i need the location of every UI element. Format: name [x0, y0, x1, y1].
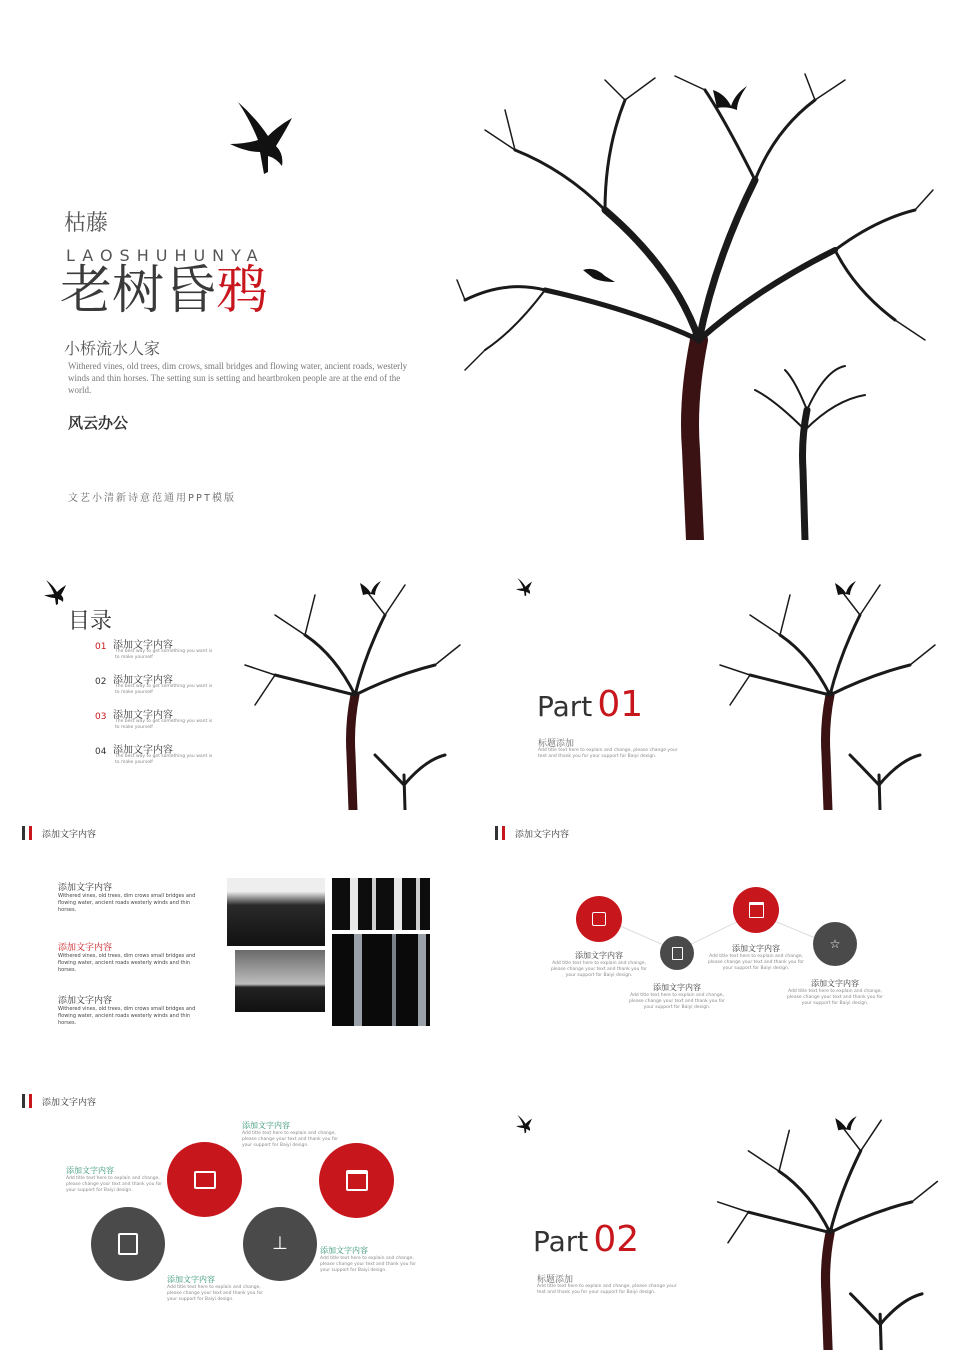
cover-subtitle: 小桥流水人家	[64, 339, 161, 358]
cover-company: 风云办公	[68, 414, 129, 432]
step-title: 添加文字内容	[575, 951, 623, 960]
feature-title: 添加文字内容	[167, 1275, 215, 1284]
text-block	[58, 940, 198, 974]
part1-word: Part	[537, 690, 593, 723]
toc-item-number: 02	[95, 677, 107, 687]
toc-item-desc: The best way to get something you want is to make yourself	[115, 649, 213, 660]
photo-forest-dark	[332, 934, 430, 1026]
crow-icon	[44, 580, 66, 606]
crow-icon	[516, 578, 532, 597]
cover-title-accent: 鸦	[216, 261, 269, 321]
cover-latin: LAOSHUHUNYA	[66, 246, 265, 265]
toc-item-label: 添加文字内容	[113, 675, 173, 686]
feature-body: Add title text here to explain and change, please change your text and thank you for your support for Baiyi design.	[167, 1285, 264, 1302]
newspaper-icon	[118, 1233, 138, 1255]
cover-title	[60, 260, 268, 322]
step-node-red[interactable]	[576, 896, 622, 942]
step-body: Add title text here to explain and change, please change your text and thank you for your support for Baiyi design.	[550, 961, 648, 978]
content-slide-process	[480, 820, 960, 1070]
text-block-title: 添加文字内容	[58, 996, 113, 1006]
step-title: 添加文字内容	[653, 983, 701, 992]
content-slide-photos	[0, 820, 480, 1070]
toc-item-label: 添加文字内容	[113, 745, 173, 756]
cover-kicker: 枯藤	[64, 211, 109, 236]
feature-title: 添加文字内容	[66, 1166, 114, 1175]
part1-slide	[480, 560, 960, 815]
toc-item-number: 04	[95, 747, 107, 757]
tree-illustration	[705, 575, 945, 810]
toc-item-desc: The best way to get something you want is to make yourself	[115, 754, 213, 765]
text-block-body: Withered vines, old trees, dim crows small bridges and flowing water, ancient roads westerly winds and thin horses.	[58, 893, 196, 913]
text-block-title: 添加文字内容	[58, 943, 113, 953]
photo-tree-trunks	[332, 878, 430, 930]
text-block-body: Withered vines, old trees, dim crows small bridges and flowing water, ancient roads westerly winds and thin horses.	[58, 953, 196, 973]
crow-icon	[516, 1115, 532, 1134]
part1-heading	[537, 684, 643, 725]
tree-illustration	[455, 70, 935, 540]
feature-circle-dark[interactable]	[243, 1207, 317, 1281]
content-slide-circles	[0, 1085, 480, 1352]
cover-description: Withered vines, old trees, dim crows, small bridges and flowing water, ancient roads, westerly winds and thin horses. The setting sun is setting and heartbroken people are at the end of the world.	[68, 361, 408, 395]
header-accent-bar	[29, 826, 32, 840]
step-title: 添加文字内容	[732, 944, 780, 953]
signpost-icon: ⊥	[272, 1233, 288, 1254]
header-accent-bar	[502, 826, 505, 840]
part2-heading	[533, 1219, 639, 1260]
step-text	[548, 950, 650, 979]
part1-description: Add title text here to explain and change, please change your text and thank you for your support for Baiyi design.	[538, 748, 678, 759]
step-text	[626, 982, 728, 1011]
toc-title: 目录	[68, 609, 113, 634]
photo-tree-canopy	[227, 878, 325, 946]
feature-text	[167, 1274, 269, 1303]
tree-illustration	[235, 575, 465, 810]
feature-body: Add title text here to explain and change, please change your text and thank you for your support for Baiyi design.	[66, 1176, 163, 1193]
header-accent-bar	[495, 826, 498, 840]
feature-circle-red[interactable]	[319, 1143, 394, 1218]
header-accent-bar	[29, 1094, 32, 1108]
part1-subtitle: 标题添加	[538, 739, 575, 749]
step-node-dark[interactable]	[813, 922, 857, 966]
step-title: 添加文字内容	[811, 979, 859, 988]
feature-title: 添加文字内容	[242, 1121, 290, 1130]
step-body: Add title text here to explain and change, please change your text and thank you for your support for Baiyi design.	[628, 993, 726, 1010]
step-text	[705, 943, 807, 972]
text-block-title: 添加文字内容	[58, 883, 113, 893]
step-body: Add title text here to explain and change, please change your text and thank you for your support for Baiyi design.	[707, 954, 805, 971]
cover-slide	[0, 0, 960, 545]
toc-item-number: 03	[95, 712, 107, 722]
part2-description: Add title text here to explain and change, please change your text and thank you for your support for Baiyi design.	[537, 1284, 677, 1295]
cover-title-main: 老树昏	[60, 261, 217, 321]
step-body: Add title text here to explain and change, please change your text and thank you for your support for Baiyi design.	[786, 989, 884, 1006]
document-icon	[592, 912, 606, 926]
text-block	[58, 880, 198, 914]
feature-body: Add title text here to explain and change, please change your text and thank you for your support for Baiyi design.	[320, 1256, 417, 1273]
feature-text	[242, 1120, 344, 1149]
toc-slide	[0, 560, 480, 815]
toc-item-label: 添加文字内容	[113, 710, 173, 721]
crow-icon	[228, 100, 294, 180]
text-block-body: Withered vines, old trees, dim crows small bridges and flowing water, ancient roads westerly winds and thin horses.	[58, 1006, 196, 1026]
toc-item-label: 添加文字内容	[113, 640, 173, 651]
feature-circle-dark[interactable]	[91, 1207, 165, 1281]
header-accent-bar	[22, 1094, 25, 1108]
slide-header: 添加文字内容	[42, 830, 97, 840]
part2-word: Part	[533, 1225, 589, 1258]
toc-item-desc: The best way to get something you want is to make yourself	[115, 684, 213, 695]
part2-number: 02	[593, 1219, 640, 1260]
step-node-red[interactable]	[733, 887, 779, 933]
header-accent-bar	[22, 826, 25, 840]
feature-circle-red[interactable]	[167, 1142, 242, 1217]
star-icon: ☆	[829, 937, 841, 951]
feature-text	[66, 1165, 168, 1194]
tree-illustration	[705, 1110, 945, 1350]
part2-subtitle: 标题添加	[537, 1275, 574, 1285]
part2-slide	[480, 1085, 960, 1352]
feature-body: Add title text here to explain and change, please change your text and thank you for your support for Baiyi design.	[242, 1131, 339, 1148]
text-block	[58, 993, 198, 1027]
calendar-icon	[749, 902, 764, 918]
megaphone-icon	[194, 1171, 216, 1189]
browser-icon	[346, 1170, 368, 1191]
toc-item-desc: The best way to get something you want is to make yourself	[115, 719, 213, 730]
step-text	[784, 978, 886, 1007]
toc-item-number: 01	[95, 642, 107, 652]
cover-footer: 文艺小清新诗意范通用PPT模版	[68, 493, 237, 504]
bookmark-icon	[672, 947, 683, 960]
feature-title: 添加文字内容	[320, 1246, 368, 1255]
photo-lone-tree	[235, 950, 325, 1012]
slide-header: 添加文字内容	[515, 830, 570, 840]
step-node-dark[interactable]	[660, 936, 694, 970]
slide-header: 添加文字内容	[42, 1098, 97, 1108]
feature-text	[320, 1245, 422, 1274]
part1-number: 01	[597, 684, 644, 725]
